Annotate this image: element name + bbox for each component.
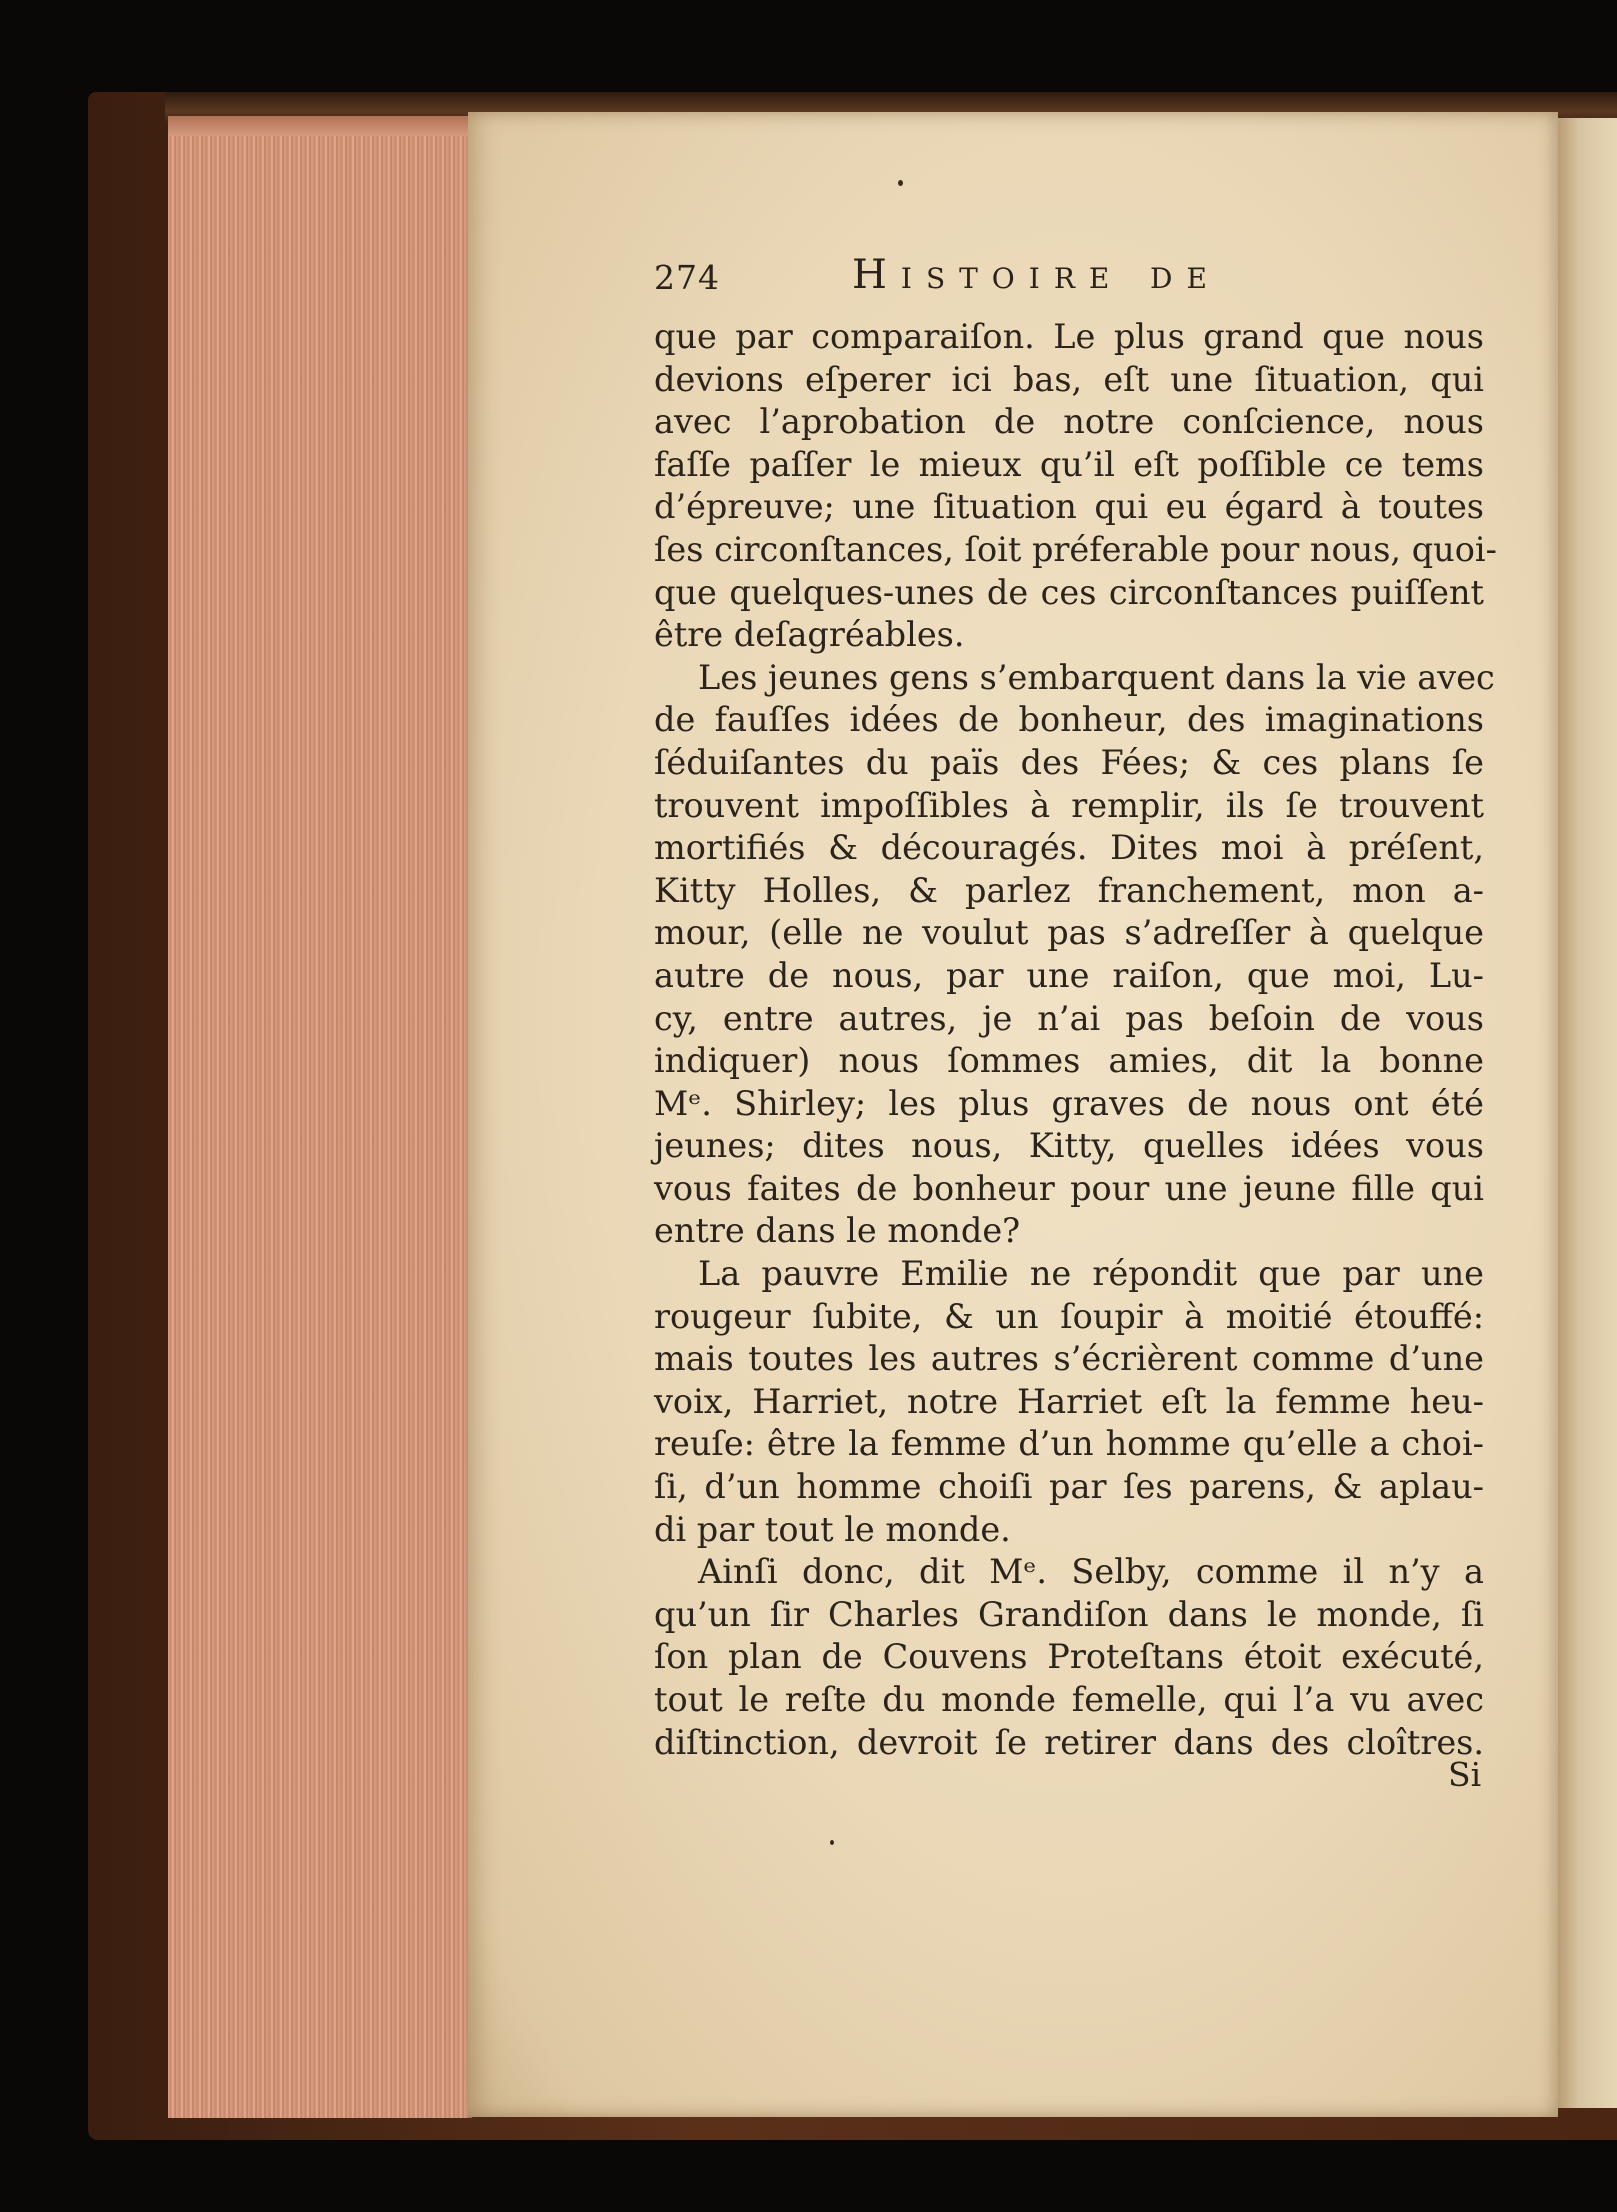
body-text — [654, 316, 1497, 1764]
text-line: mour, (elle ne voulut pas s’adreſſer à quelque — [654, 913, 1484, 953]
text-line: voix, Harriet, notre Harriet eſt la femme heu- — [654, 1381, 1484, 1421]
facing-page-edge — [1555, 118, 1617, 2108]
text-line: autre de nous, par une raiſon, que moi, Lu- — [654, 955, 1484, 995]
text-line: di par tout le monde. — [654, 1509, 1011, 1549]
running-header — [654, 252, 1454, 302]
text-line: Ainſi donc, dit Mᵉ. Selby, comme il n’y a — [698, 1552, 1484, 1592]
text-line: La pauvre Emilie ne répondit que par une — [698, 1254, 1484, 1294]
text-line: d’épreuve; une ſituation qui eu égard à toutes — [654, 487, 1484, 527]
paper-spot — [830, 1840, 834, 1845]
text-line: ſi, d’un homme choiſi par ſes parens, & aplau- — [654, 1467, 1484, 1507]
text-line: que par comparaiſon. Le plus grand que nous — [654, 317, 1484, 356]
page-edges — [168, 116, 472, 2118]
text-line: Mᵉ. Shirley; les plus graves de nous ont été — [654, 1083, 1484, 1123]
text-line: reuſe: être la femme d’un homme qu’elle a choi- — [654, 1424, 1484, 1464]
text-line: que quelques-unes de ces circonſtances puiſſent — [654, 572, 1484, 612]
catchword: Si — [1448, 1755, 1482, 1794]
page-edges-top — [168, 116, 468, 136]
text-line: rougeur ſubite, & un ſoupir à moitié étouffé: — [654, 1296, 1484, 1336]
text-line: entre dans le monde? — [654, 1211, 1021, 1251]
text-line: Les jeunes gens s’embarquent dans la vie avec — [698, 657, 1495, 697]
text-line: jeunes; dites nous, Kitty, quelles idées vous — [654, 1126, 1484, 1166]
text-line: trouvent impoſſibles à remplir, ils ſe trouvent — [654, 785, 1484, 825]
page-number: 274 — [654, 258, 720, 297]
text-line: Kitty Holles, & parlez franchement, mon a- — [654, 870, 1484, 910]
text-line: cy, entre autres, je n’ai pas beſoin de vous — [654, 998, 1484, 1038]
text-line: ſon plan de Couvens Proteſtans étoit exécuté, — [654, 1637, 1484, 1677]
text-line: être deſagréables. — [654, 615, 965, 655]
text-line: ſes circonſtances, ſoit préferable pour nous, quoi- — [654, 529, 1497, 569]
running-title: Histoire de — [852, 252, 1221, 298]
text-line: de fauſſes idées de bonheur, des imaginations — [654, 700, 1484, 740]
text-line: tout le reſte du monde femelle, qui l’a vu avec — [654, 1680, 1484, 1719]
text-line: avec l’aprobation de notre conſcience, nous — [654, 402, 1484, 442]
text-line: qu’un ſir Charles Grandiſon dans le monde, ſi — [654, 1594, 1484, 1634]
text-line: faſſe paſſer le mieux qu’il eſt poſſible ce tems — [654, 444, 1484, 484]
text-line: indiquer) nous ſommes amies, dit la bonne — [654, 1041, 1484, 1081]
text-line: ſéduiſantes du païs des Fées; & ces plans ſe — [654, 742, 1484, 782]
text-line: diſtinction, devroit ſe retirer dans des cloîtres. — [654, 1722, 1484, 1762]
text-line: devions eſperer ici bas, eſt une ſituation, qui — [654, 359, 1484, 399]
text-line: mortifiés & découragés. Dites moi à préſent, — [654, 828, 1484, 868]
paper-spot — [898, 180, 903, 186]
text-line: mais toutes les autres s’écrièrent comme d’une — [654, 1339, 1484, 1379]
text-line: vous faites de bonheur pour une jeune fille qui — [654, 1168, 1484, 1208]
